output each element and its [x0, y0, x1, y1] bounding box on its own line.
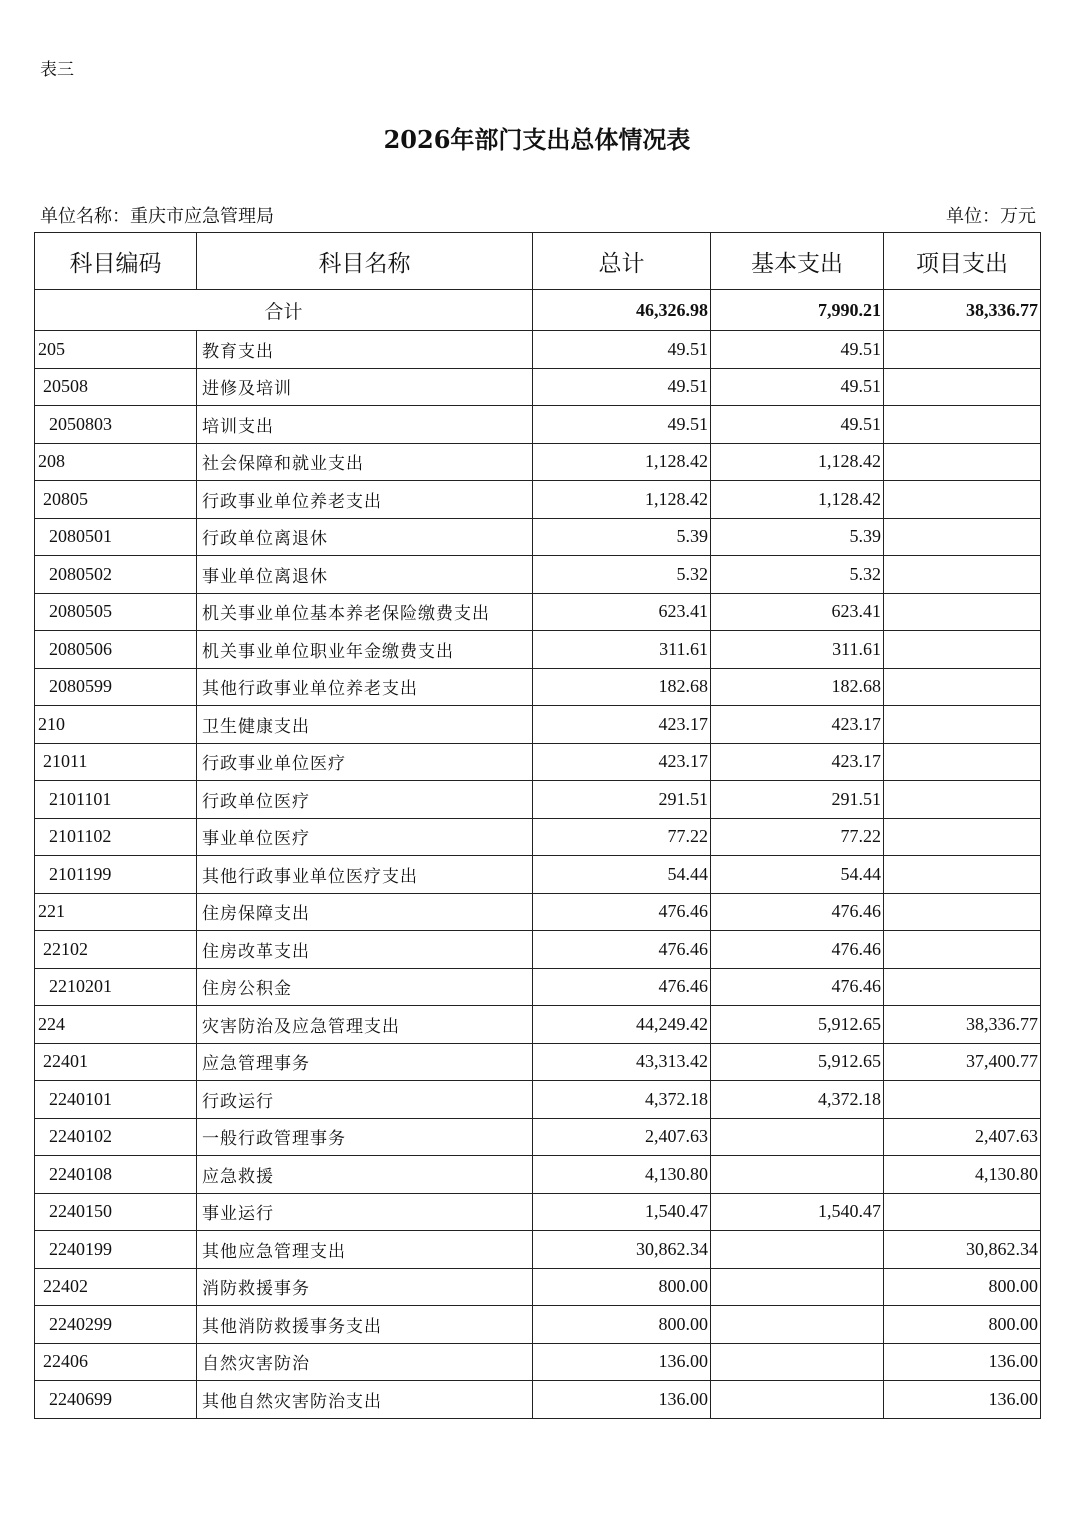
table-row: [35, 1381, 1041, 1419]
row-basic: 311.61: [711, 631, 884, 669]
row-name: 行政事业单位养老支出: [197, 481, 533, 519]
row-project: [884, 368, 1041, 406]
row-code: 22402: [35, 1268, 197, 1306]
row-project: 800.00: [884, 1306, 1041, 1344]
row-code: 20508: [35, 368, 197, 406]
row-name: 进修及培训: [197, 368, 533, 406]
row-total: 800.00: [533, 1268, 711, 1306]
row-basic: [711, 1343, 884, 1381]
row-project: [884, 931, 1041, 969]
table-row: [35, 406, 1041, 444]
row-name: 行政事业单位医疗: [197, 743, 533, 781]
row-name: 机关事业单位职业年金缴费支出: [197, 631, 533, 669]
row-name: 行政单位离退休: [197, 518, 533, 556]
row-code: 2101199: [35, 856, 197, 894]
table-row: [35, 893, 1041, 931]
table-row: [35, 781, 1041, 819]
row-project: [884, 443, 1041, 481]
table-row: [35, 818, 1041, 856]
expenditure-table: [34, 232, 1041, 1419]
row-total: 476.46: [533, 893, 711, 931]
row-code: 2050803: [35, 406, 197, 444]
row-project: [884, 331, 1041, 369]
row-code: 205: [35, 331, 197, 369]
row-code: 22406: [35, 1343, 197, 1381]
row-total: 423.17: [533, 743, 711, 781]
row-total: 476.46: [533, 968, 711, 1006]
row-code: 2240699: [35, 1381, 197, 1419]
row-project: [884, 593, 1041, 631]
row-basic: 291.51: [711, 781, 884, 819]
row-code: 2240102: [35, 1118, 197, 1156]
row-basic: 4,372.18: [711, 1081, 884, 1119]
row-code: 2240299: [35, 1306, 197, 1344]
row-name: 其他消防救援事务支出: [197, 1306, 533, 1344]
row-total: 5.32: [533, 556, 711, 594]
row-total: 2,407.63: [533, 1118, 711, 1156]
row-name: 应急救援: [197, 1156, 533, 1194]
row-total: 4,372.18: [533, 1081, 711, 1119]
row-code: 2210201: [35, 968, 197, 1006]
row-basic: 423.17: [711, 743, 884, 781]
row-code: 224: [35, 1006, 197, 1044]
row-project: 4,130.80: [884, 1156, 1041, 1194]
unit-name: 单位名称：重庆市应急管理局: [40, 206, 274, 227]
row-basic: [711, 1118, 884, 1156]
row-basic: 49.51: [711, 368, 884, 406]
row-total: 4,130.80: [533, 1156, 711, 1194]
row-project: [884, 406, 1041, 444]
row-code: 2080599: [35, 668, 197, 706]
header-total: 总计: [533, 233, 711, 290]
table-row: [35, 1193, 1041, 1231]
table-row: [35, 968, 1041, 1006]
row-code: 208: [35, 443, 197, 481]
row-project: 38,336.77: [884, 1006, 1041, 1044]
row-basic: [711, 1306, 884, 1344]
row-basic: 476.46: [711, 968, 884, 1006]
row-name: 事业单位离退休: [197, 556, 533, 594]
row-total: 800.00: [533, 1306, 711, 1344]
row-name: 应急管理事务: [197, 1043, 533, 1081]
row-code: 20805: [35, 481, 197, 519]
row-code: 22102: [35, 931, 197, 969]
table-row: [35, 1043, 1041, 1081]
row-basic: 623.41: [711, 593, 884, 631]
row-basic: 49.51: [711, 406, 884, 444]
row-code: 2080501: [35, 518, 197, 556]
table-row: [35, 1306, 1041, 1344]
row-project: 30,862.34: [884, 1231, 1041, 1269]
header-project: 项目支出: [884, 233, 1041, 290]
row-basic: [711, 1268, 884, 1306]
row-name: 行政单位医疗: [197, 781, 533, 819]
currency-unit: 单位：万元: [946, 206, 1036, 227]
row-name: 培训支出: [197, 406, 533, 444]
row-total: 1,128.42: [533, 481, 711, 519]
row-project: [884, 781, 1041, 819]
row-project: 37,400.77: [884, 1043, 1041, 1081]
row-basic: 476.46: [711, 931, 884, 969]
row-name: 自然灾害防治: [197, 1343, 533, 1381]
total-row: [35, 290, 1041, 331]
row-name: 住房保障支出: [197, 893, 533, 931]
total-project: 38,336.77: [884, 290, 1041, 331]
table-row: [35, 706, 1041, 744]
row-basic: 5.39: [711, 518, 884, 556]
row-total: 423.17: [533, 706, 711, 744]
row-code: 210: [35, 706, 197, 744]
row-name: 住房改革支出: [197, 931, 533, 969]
row-project: 800.00: [884, 1268, 1041, 1306]
row-project: [884, 856, 1041, 894]
row-name: 事业运行: [197, 1193, 533, 1231]
row-basic: 5,912.65: [711, 1006, 884, 1044]
table-row: [35, 518, 1041, 556]
row-project: [884, 668, 1041, 706]
row-basic: 5,912.65: [711, 1043, 884, 1081]
table-row: [35, 1231, 1041, 1269]
table-row: [35, 856, 1041, 894]
table-row: [35, 1006, 1041, 1044]
header-basic: 基本支出: [711, 233, 884, 290]
row-name: 行政运行: [197, 1081, 533, 1119]
row-project: 2,407.63: [884, 1118, 1041, 1156]
row-code: 2080506: [35, 631, 197, 669]
row-name: 消防救援事务: [197, 1268, 533, 1306]
row-total: 311.61: [533, 631, 711, 669]
row-basic: 182.68: [711, 668, 884, 706]
row-code: 2240101: [35, 1081, 197, 1119]
row-total: 43,313.42: [533, 1043, 711, 1081]
table-row: [35, 1118, 1041, 1156]
row-project: [884, 556, 1041, 594]
table-row: [35, 1156, 1041, 1194]
row-code: 2080505: [35, 593, 197, 631]
table-row: [35, 931, 1041, 969]
row-basic: 1,128.42: [711, 481, 884, 519]
row-total: 136.00: [533, 1343, 711, 1381]
row-code: 22401: [35, 1043, 197, 1081]
table-row: [35, 1343, 1041, 1381]
row-code: 221: [35, 893, 197, 931]
row-project: [884, 631, 1041, 669]
row-total: 54.44: [533, 856, 711, 894]
table-row: [35, 1268, 1041, 1306]
row-total: 476.46: [533, 931, 711, 969]
table-label: 表三: [40, 60, 74, 80]
total-sum: 46,326.98: [533, 290, 711, 331]
row-code: 2101101: [35, 781, 197, 819]
row-basic: [711, 1156, 884, 1194]
row-basic: [711, 1231, 884, 1269]
row-name: 教育支出: [197, 331, 533, 369]
row-project: [884, 743, 1041, 781]
row-total: 291.51: [533, 781, 711, 819]
table-header-row: [35, 233, 1041, 290]
row-name: 一般行政管理事务: [197, 1118, 533, 1156]
row-name: 卫生健康支出: [197, 706, 533, 744]
table-row: [35, 668, 1041, 706]
header-code: 科目编码: [35, 233, 197, 290]
row-basic: 476.46: [711, 893, 884, 931]
row-name: 其他应急管理支出: [197, 1231, 533, 1269]
row-name: 机关事业单位基本养老保险缴费支出: [197, 593, 533, 631]
row-basic: 54.44: [711, 856, 884, 894]
row-project: [884, 518, 1041, 556]
row-project: 136.00: [884, 1381, 1041, 1419]
row-project: [884, 968, 1041, 1006]
row-basic: 5.32: [711, 556, 884, 594]
row-total: 1,540.47: [533, 1193, 711, 1231]
row-basic: [711, 1381, 884, 1419]
row-total: 136.00: [533, 1381, 711, 1419]
table-row: [35, 443, 1041, 481]
row-total: 1,128.42: [533, 443, 711, 481]
row-basic: 1,128.42: [711, 443, 884, 481]
row-total: 49.51: [533, 368, 711, 406]
row-code: 2240108: [35, 1156, 197, 1194]
row-code: 2240150: [35, 1193, 197, 1231]
row-total: 49.51: [533, 406, 711, 444]
total-label: 合计: [35, 290, 533, 331]
table-row: [35, 481, 1041, 519]
row-name: 其他自然灾害防治支出: [197, 1381, 533, 1419]
table-row: [35, 368, 1041, 406]
row-name: 其他行政事业单位养老支出: [197, 668, 533, 706]
row-project: [884, 706, 1041, 744]
row-project: [884, 893, 1041, 931]
table-row: [35, 331, 1041, 369]
row-total: 77.22: [533, 818, 711, 856]
row-project: [884, 481, 1041, 519]
row-name: 住房公积金: [197, 968, 533, 1006]
row-total: 49.51: [533, 331, 711, 369]
row-name: 灾害防治及应急管理支出: [197, 1006, 533, 1044]
row-code: 2080502: [35, 556, 197, 594]
header-name: 科目名称: [197, 233, 533, 290]
table-row: [35, 1081, 1041, 1119]
table-row: [35, 556, 1041, 594]
row-name: 社会保障和就业支出: [197, 443, 533, 481]
row-total: 44,249.42: [533, 1006, 711, 1044]
row-code: 2101102: [35, 818, 197, 856]
table-row: [35, 631, 1041, 669]
row-total: 30,862.34: [533, 1231, 711, 1269]
row-code: 21011: [35, 743, 197, 781]
row-basic: 77.22: [711, 818, 884, 856]
row-basic: 49.51: [711, 331, 884, 369]
row-total: 5.39: [533, 518, 711, 556]
row-basic: 1,540.47: [711, 1193, 884, 1231]
row-name: 其他行政事业单位医疗支出: [197, 856, 533, 894]
row-project: [884, 818, 1041, 856]
table-row: [35, 593, 1041, 631]
table-row: [35, 743, 1041, 781]
row-total: 182.68: [533, 668, 711, 706]
row-project: [884, 1193, 1041, 1231]
row-total: 623.41: [533, 593, 711, 631]
page-title: 2026年部门支出总体情况表: [383, 125, 691, 154]
row-name: 事业单位医疗: [197, 818, 533, 856]
row-code: 2240199: [35, 1231, 197, 1269]
row-project: 136.00: [884, 1343, 1041, 1381]
row-basic: 423.17: [711, 706, 884, 744]
total-basic: 7,990.21: [711, 290, 884, 331]
row-project: [884, 1081, 1041, 1119]
